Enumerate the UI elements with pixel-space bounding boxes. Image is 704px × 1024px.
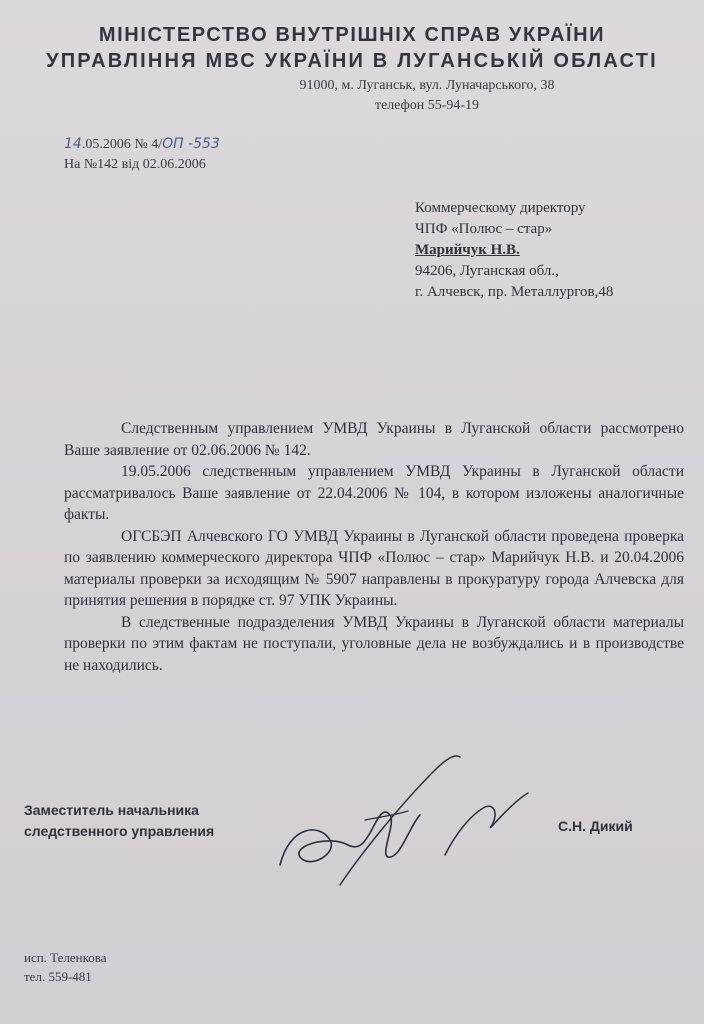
executor-name: исп. Теленкова bbox=[24, 950, 107, 965]
recipient-company: ЧПФ «Полюс – стар» bbox=[415, 221, 553, 237]
letter-body bbox=[64, 418, 684, 676]
recipient-street: г. Алчевск, пр. Металлургов,48 bbox=[415, 284, 614, 300]
handwritten-signature bbox=[270, 745, 550, 895]
signatory-name: С.Н. Дикий bbox=[558, 818, 633, 834]
handwritten-number: ОП -553 bbox=[162, 136, 220, 152]
recipient-block bbox=[415, 198, 613, 303]
executor-phone: тел. 559-481 bbox=[24, 969, 92, 984]
recipient-postal: 94206, Луганская обл., bbox=[415, 263, 559, 279]
ref-date: .05.2006 № bbox=[81, 137, 148, 152]
executor-info bbox=[24, 948, 107, 986]
department-name: УПРАВЛІННЯ МВС УКРАЇНИ В ЛУГАНСЬКІЙ ОБЛАСТІ bbox=[46, 50, 658, 72]
signatory-title-line2: следственного управления bbox=[24, 823, 215, 839]
outgoing-reference bbox=[64, 134, 220, 175]
signatory-title-line1: Заместитель начальника bbox=[24, 802, 199, 818]
handwritten-day: 14 bbox=[64, 136, 82, 152]
letterhead-address bbox=[0, 76, 704, 116]
in-reply-line: На №142 від 02.06.2006 bbox=[64, 157, 206, 172]
ministry-name: МІНІСТЕРСТВО ВНУТРІШНІХ СПРАВ УКРАЇНИ bbox=[98, 24, 606, 46]
paragraph-2: 19.05.2006 следственным управлением УМВД Украины в Луганской области рассматривалось Ваше заявление от 22.04.2006 № 104, в котором изложены аналогичные факты. bbox=[64, 463, 684, 523]
letterhead bbox=[0, 22, 704, 74]
recipient-name: Марийчук Н.В. bbox=[415, 242, 520, 258]
phone-line: телефон 55-94-19 bbox=[374, 98, 480, 113]
paragraph-4: В следственные подразделения УМВД Украины в Луганской области материалы проверки по этим фактам не поступали, уголовные дела не возбуждались и в производстве не находились. bbox=[64, 613, 684, 674]
paragraph-3: ОГСБЭП Алчевского ГО УМВД Украины в Луганской области проведена проверка по заявлению коммерческого директора ЧПФ «Полюс – стар» Марийчук Н.В. и 20.04.2006 материалы проверки за исходящим № 5907 направлены в прокуратуру города Алчевска для принятия решения в порядке ст. 97 УПК Украины. bbox=[64, 527, 684, 609]
signatory-title bbox=[24, 800, 214, 842]
ref-number-prefix: 4/ bbox=[151, 137, 163, 152]
recipient-position: Коммерческому директору bbox=[415, 200, 586, 216]
paragraph-1: Следственным управлением УМВД Украины в Луганской области рассмотрено Ваше заявление от 02.06.2006 № 142. bbox=[64, 420, 684, 459]
address-line: 91000, м. Луганськ, вул. Луначарського, 38 bbox=[299, 78, 555, 93]
